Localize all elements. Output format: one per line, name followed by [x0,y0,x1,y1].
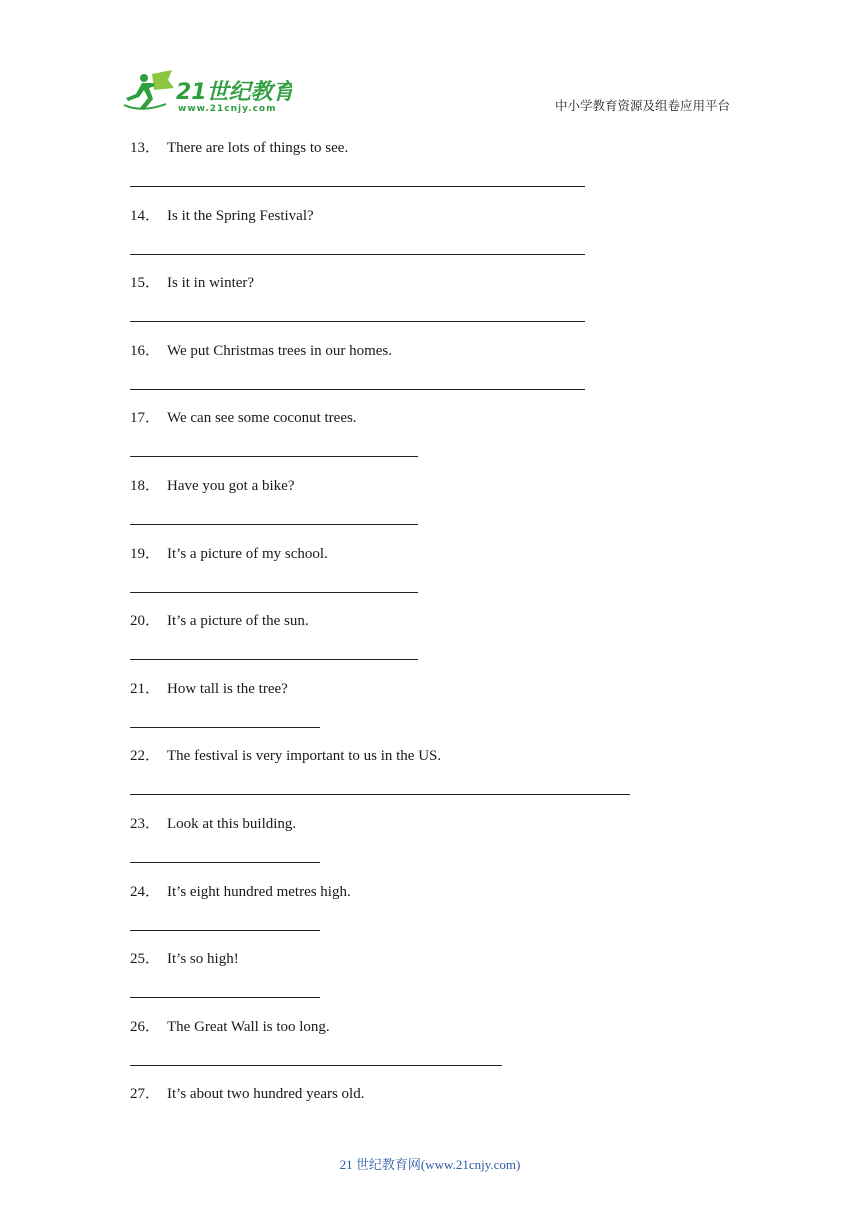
logo-text: 21世纪教育 [176,80,292,105]
question-text [130,342,392,360]
question-item [130,745,730,813]
question-number: 20． [130,613,161,630]
question-item [130,948,730,1016]
answer-line[interactable] [130,1065,502,1066]
question-number: 15． [130,275,161,292]
question-sentence: The Great Wall is too long. [167,1018,330,1035]
question-item [130,543,730,611]
question-item [130,475,730,543]
question-text [130,545,328,563]
question-sentence: It’s a picture of my school. [167,545,328,562]
question-number: 14． [130,207,161,224]
question-number: 17． [130,410,161,427]
answer-line[interactable] [130,389,585,390]
question-sentence: Have you got a bike? [167,477,295,494]
question-number: 21． [130,680,161,697]
question-number: 27． [130,1086,161,1103]
question-text [130,139,348,157]
answer-line[interactable] [130,997,320,998]
question-item [130,678,730,746]
question-text [130,1085,364,1103]
question-item [130,813,730,881]
question-sentence: It’s so high! [167,951,239,968]
question-text [130,477,294,495]
answer-line[interactable] [130,524,418,525]
question-item [130,1016,730,1084]
question-text [130,747,441,765]
question-number: 25． [130,951,161,968]
question-sentence: Look at this building. [167,815,297,832]
site-tagline: 中小学教育资源及组卷应用平台 [554,98,730,113]
question-sentence: It’s about two hundred years old. [167,1086,365,1103]
question-item [130,340,730,408]
question-list [130,137,730,1151]
answer-line[interactable] [130,592,418,593]
site-logo[interactable] [122,68,292,118]
question-sentence: The festival is very important to us in the US. [167,748,442,765]
answer-line[interactable] [130,659,418,660]
question-text [130,207,314,225]
question-number: 13． [130,140,161,156]
question-text [130,680,288,698]
question-item [130,137,730,205]
logo-url-text: www.21cnjy.com [178,104,277,114]
question-sentence: It’s a picture of the sun. [167,613,309,630]
question-item [130,205,730,273]
answer-line[interactable] [130,862,320,863]
answer-line[interactable] [130,186,585,187]
question-item [130,1083,730,1151]
question-number: 18． [130,477,161,494]
question-item [130,407,730,475]
question-text [130,815,296,833]
question-sentence: We can see some coconut trees. [167,410,357,427]
question-number: 22． [130,748,161,765]
question-item [130,881,730,949]
question-item [130,272,730,340]
answer-line[interactable] [130,794,630,795]
question-number: 16． [130,342,161,359]
question-text [130,612,309,630]
question-text [130,274,254,292]
question-number: 19． [130,545,161,562]
answer-line[interactable] [130,930,320,931]
question-number: 23． [130,815,161,832]
answer-line[interactable] [130,456,418,457]
question-text [130,950,239,968]
question-text [130,883,351,901]
question-text [130,409,357,427]
runner-logo-icon [122,68,292,118]
question-sentence: There are lots of things to see. [167,140,349,156]
question-number: 24． [130,883,161,900]
question-text [130,1018,330,1036]
question-sentence: Is it the Spring Festival? [167,207,314,224]
question-number: 26． [130,1018,161,1035]
page-header [0,0,860,120]
answer-line[interactable] [130,254,585,255]
question-sentence: It’s eight hundred metres high. [167,883,351,900]
question-item [130,610,730,678]
page-footer[interactable]: 21 世纪教育网(www.21cnjy.com) [339,1157,521,1172]
question-sentence: Is it in winter? [167,275,255,292]
question-sentence: We put Christmas trees in our homes. [167,342,393,359]
answer-line[interactable] [130,321,585,322]
question-sentence: How tall is the tree? [167,680,288,697]
answer-line[interactable] [130,727,320,728]
